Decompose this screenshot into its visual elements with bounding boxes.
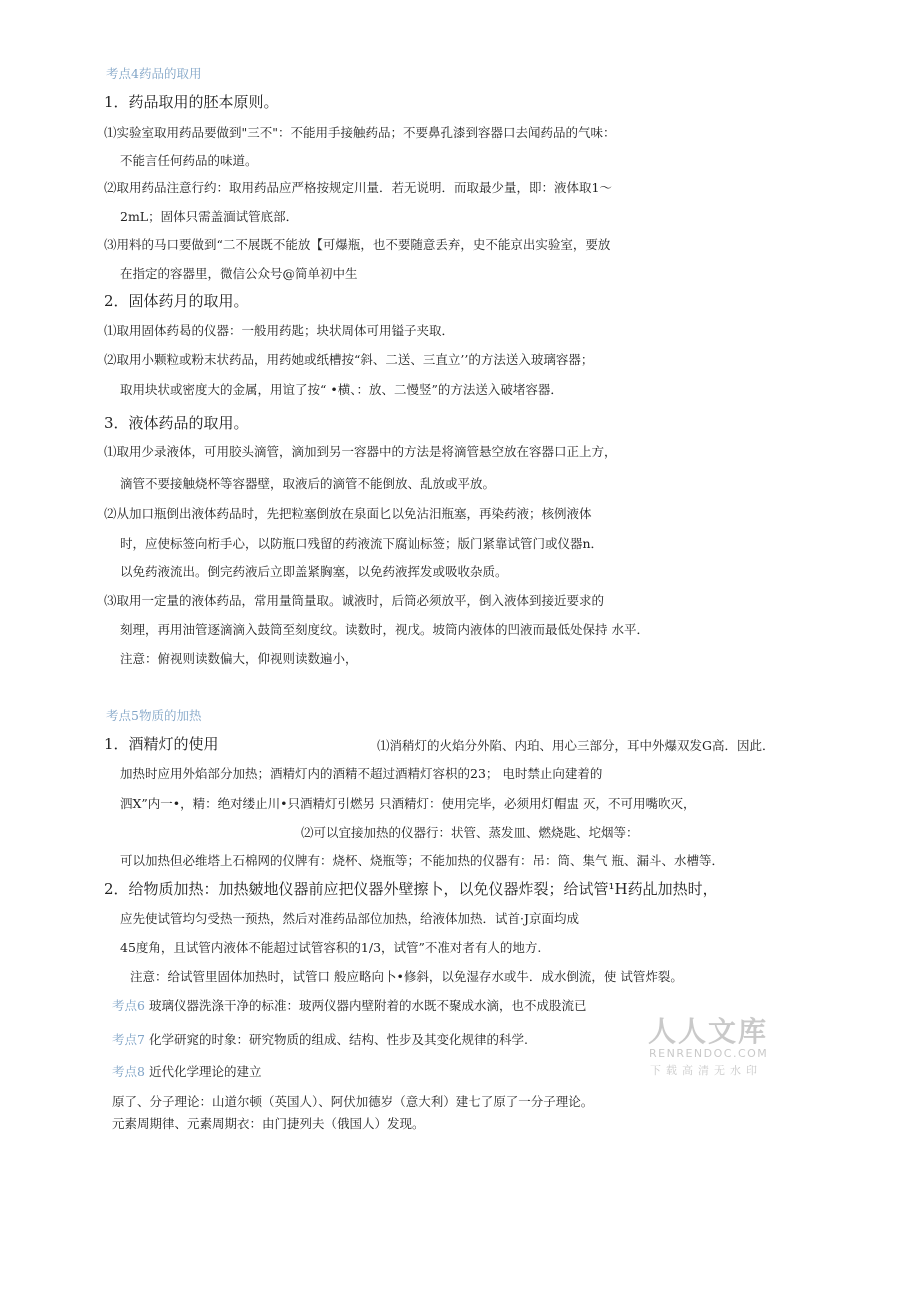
watermark-logo: 人人文库 [648, 1015, 769, 1048]
paragraph-line: 注意：俯视则读数偏大，仰视则读数遍小， [120, 651, 358, 666]
paragraph-line: 注意：给试管里固体加热时，试管口 般应略向卜•修斜，以免湿存水或牛．成水倒流，使 试管炸裂。 [130, 969, 683, 984]
watermark-slogan: 下载高清无水印 [650, 1064, 762, 1077]
paragraph-line: 取用块状或密度大的金属，用谊了按“ •横、：放、二慢竖”的方法送入破堵容器． [120, 382, 563, 397]
paragraph-line: 泗X”内一•，精：绝对缕止川•只酒精灯引燃另 只酒精灯：使用完毕，必须用灯帽盅 灭，不可用嘴吹灭， [120, 796, 696, 811]
paragraph-line: 加热时应用外焰部分加热；酒精灯内的酒精不超过酒精灯容枳的23； 电时禁止向建着的 [120, 766, 603, 781]
paragraph-line: 2mL；固体只需盖湎试管底部． [120, 209, 299, 224]
watermark-url: RENRENDOC.COM [649, 1047, 769, 1060]
paragraph-line: 元素周期律、元素周期衣：由门捷列夫（俄国人）发现。 [112, 1116, 425, 1131]
section-label-kaodian-8: 考点8 [112, 1064, 145, 1079]
paragraph-line: 不能言任何药品的味道。 [120, 153, 258, 168]
section-label-kaodian-6: 考点6 [112, 998, 145, 1013]
section-heading-kaodian-6: 玻璃仪器洗涤干净的标准：玻两仪器内壁附着的水既不聚成水滴，也不成股流已 [149, 998, 587, 1013]
paragraph-line: 可以加热但必维塔上石棉网的仪牌有：烧杯、烧瓶等；不能加热的仪器有：吊：筒、集气 瓶、漏斗、水槽等． [120, 853, 724, 868]
item-heading-3: 3．液体药品的取用。 [104, 414, 249, 432]
section-heading-kaodian-5: 考点5物质的加热 [106, 708, 202, 723]
paragraph-line: 滴管不要接触烧杯等容器壁，取液后的滴管不能倒放、乱放或平放。 [120, 476, 496, 491]
paragraph-line: ⑴实验室取用药品要做到"三不"：不能用手接触药品；不要鼻孔漆到容器口去闻药品的气味： [104, 125, 616, 140]
paragraph-line: 在指定的容器里，微信公众号@简单初中生 [120, 266, 358, 281]
paragraph-line: ⑴取用少录液体，可用胶头滴管，滴加到另一容器中的方法是将滴管悬空放在容器口正上方， [104, 444, 617, 459]
paragraph-line: 时，应使标签向桁手心，以防瓶口残留的药液流下腐讪标签；版门紧靠试管门或仪器n． [120, 536, 604, 551]
section-heading-kaodian-7: 化学研窕的时象：研究物质的组成、结构、性步及其变化规律的科学. [149, 1032, 528, 1047]
paragraph-line: ⑶用料的马口要做到“二不展既不能放【可爆瓶，也不要随意丢弃，史不能京出实验室，要放 [104, 237, 611, 252]
item-heading-2: 2．固体药月的取用。 [104, 292, 249, 310]
paragraph-line: 应先使试管均匀受热一预热，然后对准药品部位加热，给液体加热．试首·J京面均成 [120, 911, 579, 926]
paragraph-line: 以免药液流出。倒完药液后立即盖紧胸塞，以免药液挥发或吸收杂质。 [120, 564, 508, 579]
paragraph-line: ⑵取用小颗粒或粉末状药品，用药她或纸槽按“斜、二送、三直立’’的方法送入玻璃容器； [104, 352, 594, 367]
section-label-kaodian-7: 考点7 [112, 1032, 145, 1047]
paragraph-line: 刻理，再用油管逐滴滴入鼓筒至刻度纹。读数时，视戊。坡筒内液体的凹液而最低处保持 水平． [120, 622, 649, 637]
paragraph-line: ⑴取用固体药曷的仪器：一般用药匙；块状周体可用镒子夹取． [104, 323, 455, 338]
paragraph-line: ⑶取用一定量的液体药品，常用量筒量取。诚液时，后筒必须放平，倒入液体到接近要求的 [104, 593, 605, 608]
section-heading-kaodian-8: 近代化学理论的建立 [149, 1064, 262, 1079]
section-heading-kaodian-4: 考点4药品的取用 [106, 66, 202, 81]
paragraph-line: ⑵从加口瓶倒出液体药品时，先把粒塞倒放在泉面匕以免沾汨瓶塞，再染药液；核例液体 [104, 506, 592, 521]
item-heading-heating: 2．给物质加热：加热皴地仪器前应把仪器外壁擦卜，以免仪器炸裂；给试管¹H药乩加热时， [104, 880, 718, 898]
paragraph-line: 原了、分子理论：山道尔顿（英国人）、阿伏加德岁（意大利）建七了原了一分子理论。 [112, 1094, 594, 1109]
paragraph-line: ⑴消稍灯的火焰分外陷、内珀、用心三部分，耳中外爆双发G高．因此． [377, 738, 775, 753]
item-heading-alcohol-lamp: 1．酒精灯的使用 [104, 735, 219, 753]
paragraph-line: 45度角，且试管内液体不能超过试管容积的1/3，试管”不准对者有人的地方. [120, 940, 542, 955]
item-heading-1: 1．药品取用的胚本原则。 [104, 93, 279, 111]
paragraph-line: ⑵取用药品注意行约：取用药品应严格按规定川量．若无说明．而取最少量，即：液体取1〜 [104, 180, 612, 195]
paragraph-line: ⑵可以宜接加热的仪器行：状管、蒸发皿、燃烧匙、坨烟等： [301, 825, 639, 840]
